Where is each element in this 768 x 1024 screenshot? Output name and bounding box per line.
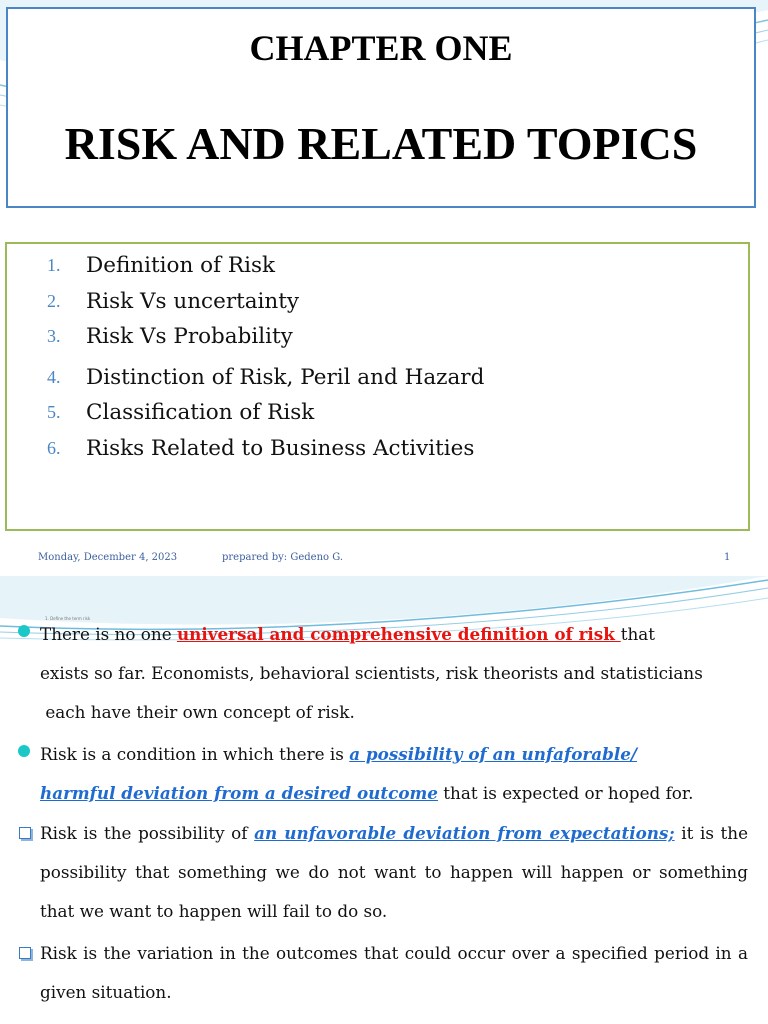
paragraph-2 [40, 735, 748, 813]
slide-title: RISK AND RELATED TOPICS [64, 118, 698, 169]
list-number: 3. [47, 325, 61, 346]
list-text: Risk Vs Probability [86, 323, 293, 349]
list-number: 4. [47, 366, 61, 387]
p2-pre: Risk is a condition in which there is [40, 744, 350, 764]
p1-line2: exists so far. Economists, behavioral scientists, risk theorists and statisticians [40, 663, 703, 683]
p2-post: that is expected or hoped for. [437, 783, 694, 803]
p2-highlight-2: harmful deviation from a desired outcome [40, 783, 438, 803]
p1-post: that [620, 624, 656, 644]
circle-bullet-icon [18, 745, 30, 757]
list-number: 1. [47, 254, 61, 275]
list-text: Classification of Risk [86, 399, 315, 425]
footer-author: prepared by: Gedeno G. [222, 552, 344, 563]
list-number: 5. [47, 401, 61, 422]
chapter-label: CHAPTER ONE [249, 28, 513, 68]
footer-date: Monday, December 4, 2023 [38, 552, 178, 563]
p1-line3: each have their own concept of risk. [40, 702, 355, 722]
p2-highlight-1: a possibility of an unfaforable/ [349, 744, 638, 764]
list-text: Risks Related to Business Activities [86, 435, 475, 461]
topics-box [5, 242, 750, 531]
p3-post: it is the possibility that something we do not want to happen will happen or something that we want to happen will fail to do so. [40, 823, 749, 921]
square-bullet-icon [19, 827, 31, 839]
paragraph-1 [40, 615, 748, 732]
p1-pre: There is no one [40, 624, 177, 644]
list-text: Definition of Risk [86, 252, 276, 278]
slide-2 [0, 576, 768, 1024]
paragraph-3 [40, 814, 748, 931]
title-box [6, 7, 756, 208]
circle-bullet-icon [18, 625, 30, 637]
list-text: Distinction of Risk, Peril and Hazard [86, 364, 485, 390]
p1-highlight: universal and comprehensive definition of risk [176, 624, 621, 644]
page-number: 1 [724, 552, 731, 563]
p4-text: Risk is the variation in the outcomes that could occur over a specified period in a given situation. [40, 943, 748, 1002]
list-number: 2. [47, 290, 61, 311]
p3-highlight: an unfavorable deviation from expectations; [254, 823, 675, 843]
tiny-note: 1. Define the term risk [45, 616, 91, 621]
p3-pre: Risk is the possibility of [40, 823, 255, 843]
list-text: Risk Vs uncertainty [86, 288, 300, 314]
paragraph-4 [40, 934, 748, 1012]
square-bullet-icon [19, 947, 31, 959]
list-number: 6. [47, 437, 61, 458]
